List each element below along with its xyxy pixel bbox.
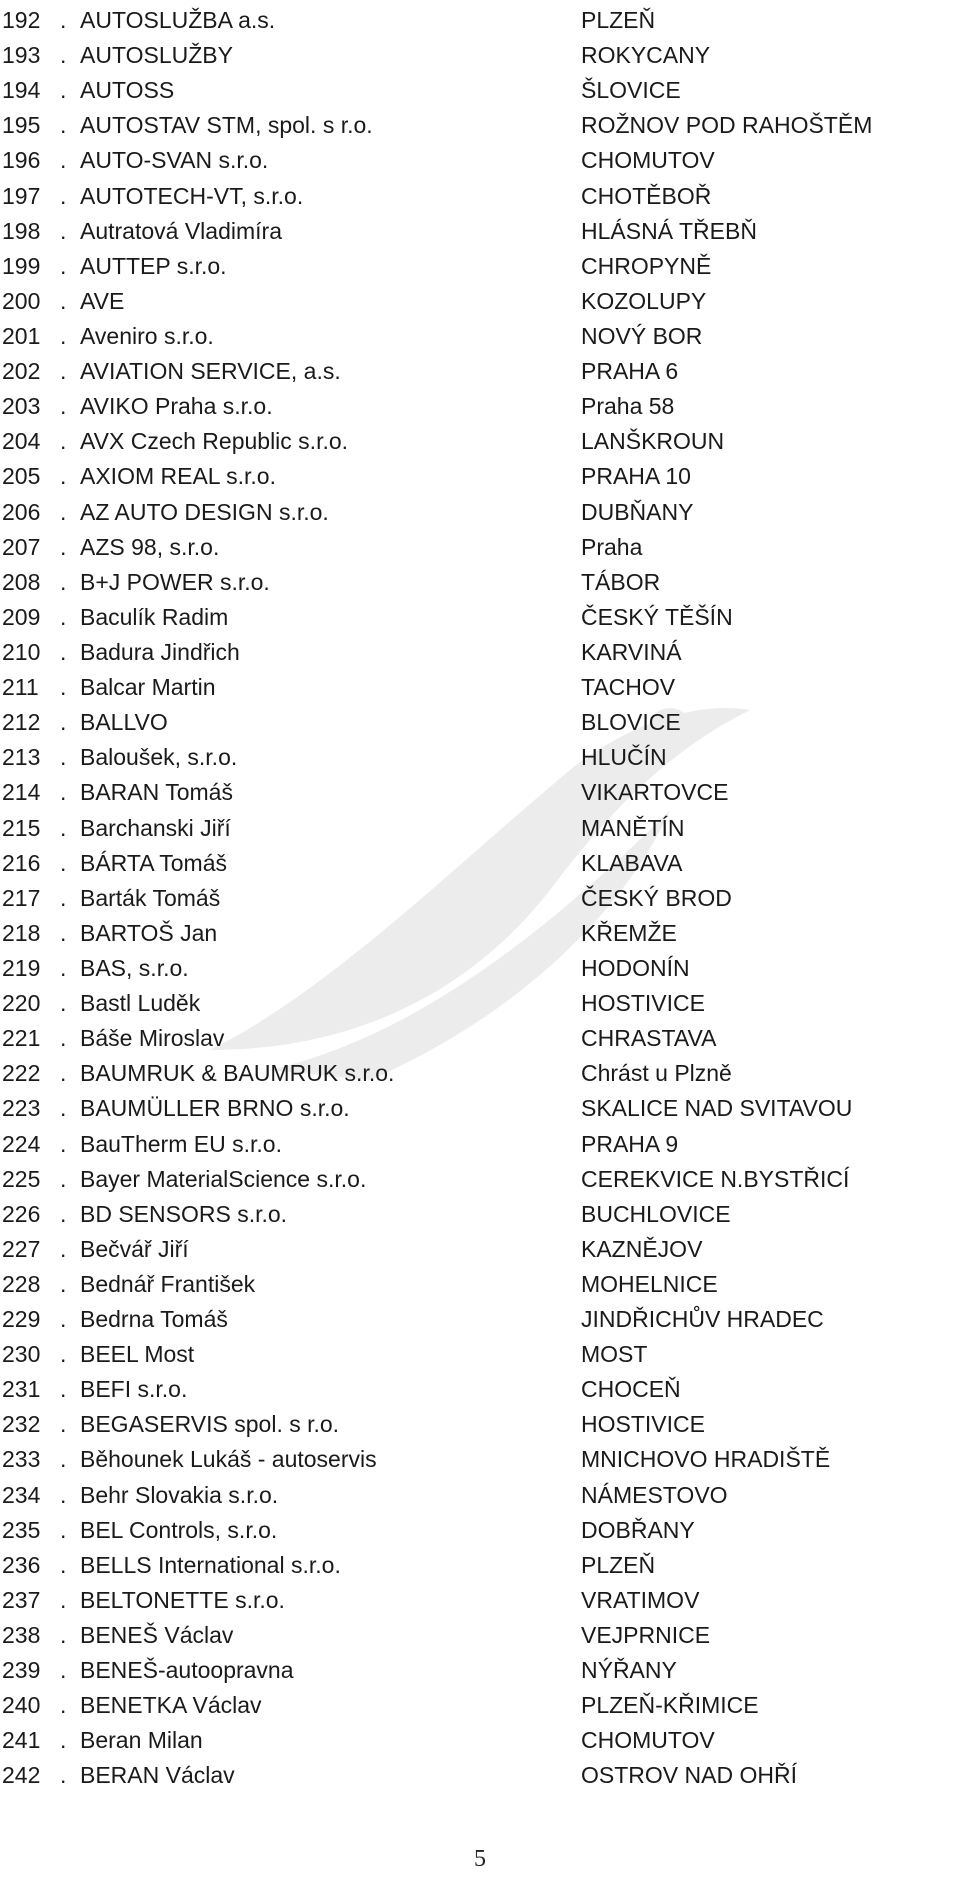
entry-separator: .	[60, 1060, 67, 1087]
entry-separator: .	[60, 533, 67, 560]
company-city: NÁMESTOVO	[581, 1481, 728, 1508]
entry-separator: .	[60, 1727, 67, 1754]
entry-number: 240	[2, 1692, 41, 1719]
entry-separator: .	[60, 779, 67, 806]
company-city: BLOVICE	[581, 709, 681, 736]
entry-number: 215	[2, 814, 41, 841]
entry-separator: .	[60, 884, 67, 911]
entry-separator: .	[60, 1551, 67, 1578]
list-item	[0, 1478, 960, 1513]
list-item	[0, 179, 960, 214]
company-name: BEEL Most	[80, 1341, 195, 1368]
company-list	[0, 3, 960, 1794]
entry-number: 204	[2, 428, 41, 455]
company-name: BEFI s.r.o.	[80, 1376, 188, 1403]
entry-number: 207	[2, 533, 41, 560]
company-name: Behr Slovakia s.r.o.	[80, 1481, 279, 1508]
company-city: Praha	[581, 533, 643, 560]
list-item	[0, 143, 960, 178]
list-item	[0, 1653, 960, 1688]
company-name: Barchanski Jiří	[80, 814, 231, 841]
company-name: BERAN Václav	[80, 1762, 235, 1789]
company-name: BENEŠ Václav	[80, 1622, 234, 1649]
list-item	[0, 1021, 960, 1056]
company-city: Chrást u Plzně	[581, 1060, 732, 1087]
list-item	[0, 530, 960, 565]
company-city: MOHELNICE	[581, 1270, 718, 1297]
entry-number: 233	[2, 1446, 41, 1473]
entry-separator: .	[60, 1270, 67, 1297]
company-city: MNICHOVO HRADIŠTĚ	[581, 1446, 831, 1473]
company-name: BauTherm EU s.r.o.	[80, 1130, 282, 1157]
company-name: BAUMÜLLER BRNO s.r.o.	[80, 1095, 350, 1122]
list-item	[0, 1337, 960, 1372]
list-item	[0, 1091, 960, 1126]
company-city: JINDŘICHŮV HRADEC	[581, 1306, 824, 1333]
entry-number: 235	[2, 1516, 41, 1543]
entry-separator: .	[60, 954, 67, 981]
entry-number: 206	[2, 498, 41, 525]
list-item	[0, 319, 960, 354]
entry-number: 194	[2, 77, 41, 104]
company-name: AVIKO Praha s.r.o.	[80, 393, 273, 420]
company-city: HLUČÍN	[581, 744, 667, 771]
list-item	[0, 670, 960, 705]
list-item	[0, 1056, 960, 1091]
company-city: SKALICE NAD SVITAVOU	[581, 1095, 853, 1122]
entry-separator: .	[60, 252, 67, 279]
entry-number: 221	[2, 1025, 41, 1052]
company-name: Barták Tomáš	[80, 884, 221, 911]
company-name: Bayer MaterialScience s.r.o.	[80, 1165, 367, 1192]
company-city: ČESKÝ TĚŠÍN	[581, 603, 733, 630]
company-name: Báše Miroslav	[80, 1025, 225, 1052]
list-item	[0, 881, 960, 916]
list-item	[0, 3, 960, 38]
entry-number: 236	[2, 1551, 41, 1578]
company-city: ČESKÝ BROD	[581, 884, 732, 911]
list-item	[0, 1442, 960, 1477]
company-city: PRAHA 10	[581, 463, 691, 490]
entry-number: 205	[2, 463, 41, 490]
entry-number: 208	[2, 568, 41, 595]
company-name: Baculík Radim	[80, 603, 229, 630]
list-item	[0, 108, 960, 143]
company-city: KŘEMŽE	[581, 919, 677, 946]
entry-number: 210	[2, 638, 41, 665]
entry-separator: .	[60, 1446, 67, 1473]
entry-number: 212	[2, 709, 41, 736]
company-city: CHOTĚBOŘ	[581, 182, 712, 209]
company-name: Běhounek Lukáš - autoservis	[80, 1446, 377, 1473]
list-item	[0, 214, 960, 249]
entry-number: 234	[2, 1481, 41, 1508]
company-city: PLZEŇ	[581, 1551, 656, 1578]
company-name: BÁRTA Tomáš	[80, 849, 228, 876]
company-city: CHOMUTOV	[581, 147, 715, 174]
list-item	[0, 1583, 960, 1618]
entry-separator: .	[60, 217, 67, 244]
entry-separator: .	[60, 603, 67, 630]
entry-number: 216	[2, 849, 41, 876]
company-name: Beran Milan	[80, 1727, 203, 1754]
company-name: BARAN Tomáš	[80, 779, 233, 806]
company-city: PLZEŇ	[581, 7, 656, 33]
entry-separator: .	[60, 463, 67, 490]
company-city: LANŠKROUN	[581, 428, 725, 455]
entry-number: 223	[2, 1095, 41, 1122]
company-name: BALLVO	[80, 709, 168, 736]
entry-number: 203	[2, 393, 41, 420]
entry-separator: .	[60, 674, 67, 701]
company-city: NOVÝ BOR	[581, 322, 703, 349]
entry-separator: .	[60, 1586, 67, 1613]
company-city: PRAHA 6	[581, 358, 679, 385]
entry-number: 211	[2, 674, 39, 701]
company-name: Baloušek, s.r.o.	[80, 744, 238, 771]
entry-number: 218	[2, 919, 41, 946]
list-item	[0, 495, 960, 530]
list-item	[0, 1372, 960, 1407]
list-item	[0, 1267, 960, 1302]
entry-number: 195	[2, 112, 41, 139]
list-item	[0, 1232, 960, 1267]
entry-number: 239	[2, 1657, 41, 1684]
entry-number: 229	[2, 1306, 41, 1333]
company-name: AUTOTECH-VT, s.r.o.	[80, 182, 304, 209]
entry-separator: .	[60, 709, 67, 736]
list-item	[0, 1302, 960, 1337]
entry-number: 199	[2, 252, 41, 279]
company-name: AUTOSS	[80, 77, 175, 104]
company-city: TÁBOR	[581, 568, 661, 595]
entry-number: 220	[2, 990, 41, 1017]
entry-separator: .	[60, 1692, 67, 1719]
entry-separator: .	[60, 77, 67, 104]
company-name: AVE	[80, 287, 125, 314]
list-item	[0, 1758, 960, 1793]
entry-separator: .	[60, 990, 67, 1017]
entry-number: 227	[2, 1235, 41, 1262]
company-name: BARTOŠ Jan	[80, 919, 218, 946]
company-name: AUTOSLUŽBA a.s.	[80, 7, 276, 33]
list-item	[0, 1618, 960, 1653]
company-name: AUTOSLUŽBY	[80, 42, 233, 69]
entry-separator: .	[60, 322, 67, 349]
company-name: AZ AUTO DESIGN s.r.o.	[80, 498, 329, 525]
list-item	[0, 600, 960, 635]
company-city: KLABAVA	[581, 849, 683, 876]
entry-number: 242	[2, 1762, 41, 1789]
company-name: BD SENSORS s.r.o.	[80, 1200, 288, 1227]
entry-number: 219	[2, 954, 41, 981]
entry-number: 202	[2, 358, 41, 385]
company-name: AVIATION SERVICE, a.s.	[80, 358, 341, 385]
entry-separator: .	[60, 147, 67, 174]
entry-number: 217	[2, 884, 41, 911]
company-city: HOSTIVICE	[581, 1411, 705, 1438]
list-item	[0, 424, 960, 459]
company-name: Bednář František	[80, 1270, 256, 1297]
entry-number: 238	[2, 1622, 41, 1649]
company-name: Bastl Luděk	[80, 990, 201, 1017]
company-city: Praha 58	[581, 393, 675, 420]
list-item	[0, 565, 960, 600]
list-item	[0, 951, 960, 986]
company-city: MOST	[581, 1341, 648, 1368]
entry-separator: .	[60, 638, 67, 665]
company-name: Badura Jindřich	[80, 638, 240, 665]
entry-number: 201	[2, 322, 41, 349]
entry-separator: .	[60, 42, 67, 69]
company-name: Bedrna Tomáš	[80, 1306, 228, 1333]
entry-separator: .	[60, 428, 67, 455]
entry-number: 226	[2, 1200, 41, 1227]
entry-separator: .	[60, 1481, 67, 1508]
entry-number: 198	[2, 217, 41, 244]
list-item	[0, 249, 960, 284]
entry-separator: .	[60, 287, 67, 314]
company-city: BUCHLOVICE	[581, 1200, 731, 1227]
list-item	[0, 389, 960, 424]
company-name: BENETKA Václav	[80, 1692, 262, 1719]
company-name: AUTOSTAV STM, spol. s r.o.	[80, 112, 373, 139]
list-item	[0, 1688, 960, 1723]
entry-number: 193	[2, 42, 41, 69]
company-name: AUTO-SVAN s.r.o.	[80, 147, 269, 174]
list-item	[0, 38, 960, 73]
list-item	[0, 1723, 960, 1758]
entry-separator: .	[60, 1235, 67, 1262]
list-item	[0, 986, 960, 1021]
company-city: OSTROV NAD OHŘÍ	[581, 1762, 797, 1789]
entry-separator: .	[60, 1341, 67, 1368]
company-name: BAUMRUK & BAUMRUK s.r.o.	[80, 1060, 395, 1087]
entry-number: 214	[2, 779, 41, 806]
company-name: BENEŠ-autoopravna	[80, 1657, 294, 1684]
list-item	[0, 1162, 960, 1197]
company-name: BEL Controls, s.r.o.	[80, 1516, 278, 1543]
page-number: 5	[474, 1846, 486, 1872]
company-city: ROŽNOV POD RAHOŠTĚM	[581, 112, 873, 139]
company-city: CEREKVICE N.BYSTŘICÍ	[581, 1165, 850, 1192]
entry-separator: .	[60, 919, 67, 946]
company-city: CHOMUTOV	[581, 1727, 715, 1754]
entry-separator: .	[60, 1095, 67, 1122]
company-name: Balcar Martin	[80, 674, 216, 701]
company-city: VEJPRNICE	[581, 1622, 711, 1649]
entry-separator: .	[60, 1411, 67, 1438]
company-city: CHROPYNĚ	[581, 252, 712, 279]
entry-separator: .	[60, 498, 67, 525]
company-name: Autratová Vladimíra	[80, 217, 282, 244]
company-name: BELTONETTE s.r.o.	[80, 1586, 285, 1613]
company-name: B+J POWER s.r.o.	[80, 568, 270, 595]
list-item	[0, 354, 960, 389]
company-city: CHRASTAVA	[581, 1025, 717, 1052]
entry-separator: .	[60, 358, 67, 385]
entry-number: 209	[2, 603, 41, 630]
entry-number: 222	[2, 1060, 41, 1087]
entry-number: 213	[2, 744, 41, 771]
company-city: DUBŇANY	[581, 498, 694, 525]
entry-separator: .	[60, 1200, 67, 1227]
entry-number: 232	[2, 1411, 41, 1438]
entry-separator: .	[60, 1130, 67, 1157]
entry-separator: .	[60, 1657, 67, 1684]
list-item	[0, 1548, 960, 1583]
entry-separator: .	[60, 814, 67, 841]
list-item	[0, 740, 960, 775]
company-name: BEGASERVIS spol. s r.o.	[80, 1411, 340, 1438]
entry-separator: .	[60, 1516, 67, 1543]
entry-separator: .	[60, 1165, 67, 1192]
list-item	[0, 846, 960, 881]
company-city: HLÁSNÁ TŘEBŇ	[581, 217, 757, 244]
company-city: MANĚTÍN	[581, 814, 685, 841]
entry-separator: .	[60, 1762, 67, 1789]
list-item	[0, 775, 960, 810]
entry-number: 192	[2, 7, 41, 33]
list-item	[0, 1197, 960, 1232]
entry-number: 197	[2, 182, 41, 209]
company-name: AUTTEP s.r.o.	[80, 252, 227, 279]
company-city: ROKYCANY	[581, 42, 711, 69]
entry-separator: .	[60, 568, 67, 595]
list-item	[0, 1127, 960, 1162]
entry-separator: .	[60, 1306, 67, 1333]
entry-separator: .	[60, 393, 67, 420]
company-city: KOZOLUPY	[581, 287, 707, 314]
company-name: BELLS International s.r.o.	[80, 1551, 341, 1578]
company-city: PLZEŇ-KŘIMICE	[581, 1692, 759, 1719]
company-city: DOBŘANY	[581, 1516, 695, 1543]
entry-number: 230	[2, 1341, 41, 1368]
company-city: HODONÍN	[581, 954, 690, 981]
entry-separator: .	[60, 849, 67, 876]
entry-number: 224	[2, 1130, 41, 1157]
company-city: ŠLOVICE	[581, 77, 681, 104]
entry-separator: .	[60, 1376, 67, 1403]
company-city: PRAHA 9	[581, 1130, 679, 1157]
entry-separator: .	[60, 744, 67, 771]
company-name: AZS 98, s.r.o.	[80, 533, 220, 560]
list-item	[0, 284, 960, 319]
company-name: AVX Czech Republic s.r.o.	[80, 428, 349, 455]
company-city: KAZNĚJOV	[581, 1235, 703, 1262]
company-city: VIKARTOVCE	[581, 779, 729, 806]
company-city: CHOCEŇ	[581, 1376, 681, 1403]
list-item	[0, 1407, 960, 1442]
list-item	[0, 635, 960, 670]
company-name: Bečvář Jiří	[80, 1235, 189, 1262]
entry-separator: .	[60, 1025, 67, 1052]
company-city: VRATIMOV	[581, 1586, 700, 1613]
list-item	[0, 459, 960, 494]
entry-number: 237	[2, 1586, 41, 1613]
list-item	[0, 73, 960, 108]
entry-number: 225	[2, 1165, 41, 1192]
entry-number: 241	[2, 1727, 41, 1754]
company-city: KARVINÁ	[581, 638, 682, 665]
company-name: AXIOM REAL s.r.o.	[80, 463, 276, 490]
list-item	[0, 705, 960, 740]
entry-separator: .	[60, 7, 67, 33]
entry-number: 200	[2, 287, 41, 314]
company-city: HOSTIVICE	[581, 990, 705, 1017]
entry-number: 231	[2, 1376, 41, 1403]
entry-number: 196	[2, 147, 41, 174]
company-name: BAS, s.r.o.	[80, 954, 189, 981]
entry-number: 228	[2, 1270, 41, 1297]
company-city: TACHOV	[581, 674, 676, 701]
list-item	[0, 811, 960, 846]
entry-separator: .	[60, 182, 67, 209]
list-item	[0, 1513, 960, 1548]
entry-separator: .	[60, 112, 67, 139]
entry-separator: .	[60, 1622, 67, 1649]
list-item	[0, 916, 960, 951]
company-name: Aveniro s.r.o.	[80, 322, 214, 349]
company-city: NÝŘANY	[581, 1657, 677, 1684]
